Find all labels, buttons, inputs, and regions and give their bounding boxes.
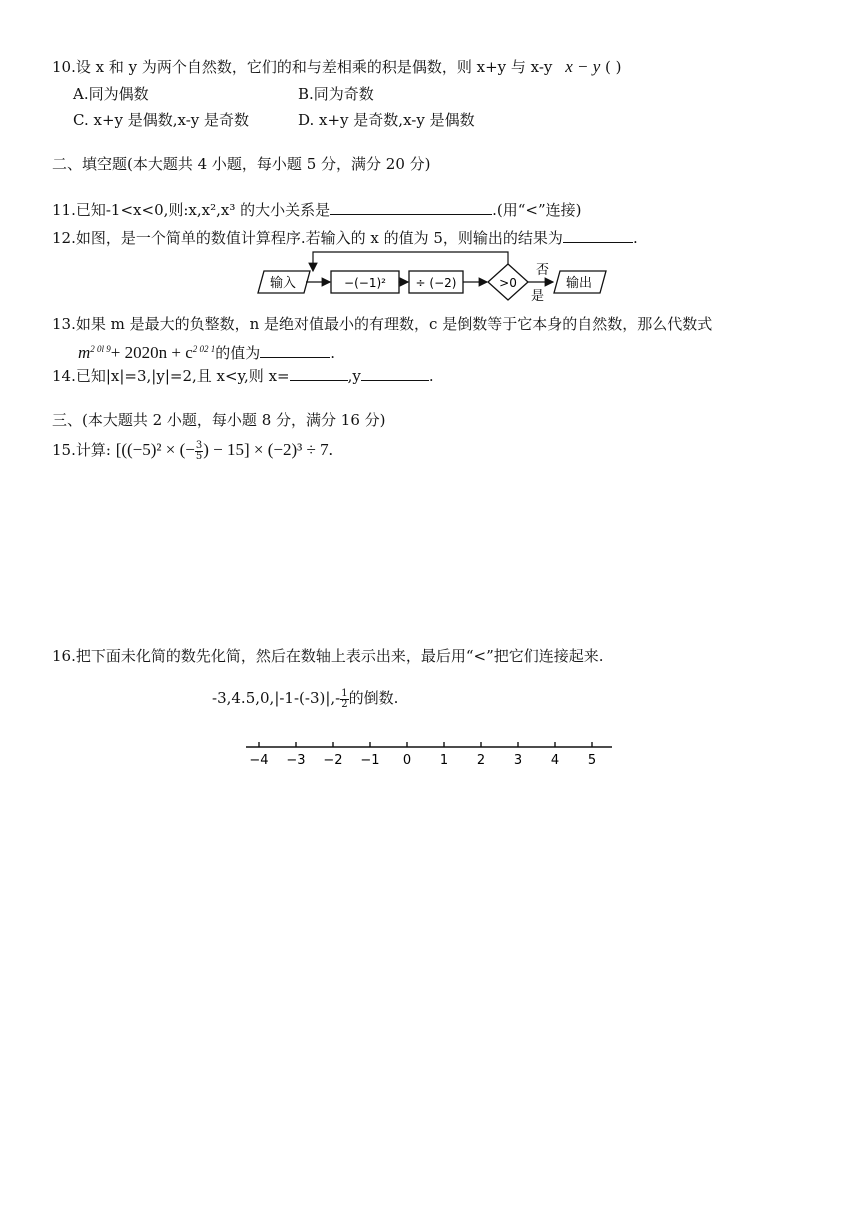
- q10-option-d: D. x+y 是奇数,x-y 是偶数: [298, 111, 475, 129]
- q13-expr-m-exp: 2 0l 9: [90, 344, 111, 354]
- number-line-tick-label: −1: [360, 753, 380, 768]
- number-line-tick-label: −4: [249, 753, 269, 768]
- q16-frac-den: 2: [341, 698, 348, 710]
- q14-end: .: [428, 367, 434, 385]
- q10-stem: 10.设 x 和 y 为两个自然数，它们的和与差相乘的积是偶数，则 x+y 与 x-y: [52, 58, 553, 76]
- number-line-tick-label: 4: [550, 753, 560, 768]
- q12-after: .: [632, 229, 638, 247]
- q10-option-a: A.同为偶数: [73, 85, 149, 103]
- q16-text: 16.把下面未化简的数先化简，然后在数轴上表示出来，最后用“<”把它们连接起来.: [52, 647, 604, 665]
- flow-output-label: 输出: [565, 276, 593, 291]
- q13-end: .: [330, 344, 336, 362]
- q14-mid: ,y: [347, 367, 361, 385]
- q16-frac-num: 1: [341, 687, 348, 699]
- section2-heading: 二、填空题(本大题共 4 小题，每小题 5 分，满分 20 分): [52, 155, 431, 173]
- flow-yes-label: 是: [531, 289, 545, 302]
- q13-expr-mid: + 2020n + c: [110, 343, 193, 362]
- q13-text: 13.如果 m 是最大的负整数，n 是绝对值最小的有理数，c 是倒数等于它本身的自然数，那么代数式: [52, 315, 713, 333]
- number-line-tick-label: 2: [476, 753, 486, 768]
- q11-text: 11.已知-1<x<0,则:x,x²,x³ 的大小关系是: [52, 201, 331, 219]
- q10-stem-math: x − y: [565, 57, 601, 76]
- q16-numbers: -3,4.5,0,|-1-(-3)|,-: [212, 689, 341, 707]
- q11-after: .(用“<”连接): [492, 201, 582, 219]
- q15-frac-num: 3: [195, 439, 203, 451]
- q13-expr-c-exp: 2 02 1: [192, 344, 216, 354]
- number-line-tick-label: −3: [286, 753, 306, 768]
- q13-after: 的值为: [215, 344, 261, 362]
- section3-heading: 三、(本大题共 2 小题，每小题 8 分，满分 16 分): [52, 411, 386, 429]
- q12-line: [52, 228, 638, 248]
- q14-x-blank: [290, 366, 348, 381]
- flow-step2-label: ÷ (−2): [415, 276, 457, 290]
- q16-numbers-end: 的倒数.: [348, 689, 399, 707]
- number-line-tick-label: 5: [587, 753, 597, 768]
- number-line-tick-label: 1: [439, 753, 449, 768]
- q15-label: 15.计算:: [52, 441, 111, 459]
- q13-expr-m: m: [78, 343, 91, 362]
- q15-expr-open: [((−5)² × (−: [115, 440, 195, 459]
- number-line-tick-label: −2: [323, 753, 343, 768]
- number-line-tick-label: 3: [513, 753, 523, 768]
- flow-input-label: 输入: [269, 276, 297, 291]
- flow-no-label: 否: [536, 263, 550, 278]
- q16-numbers-line: [212, 688, 398, 710]
- q13-expression-line: [78, 339, 335, 363]
- q11-answer-blank: [330, 200, 492, 215]
- q15-frac-den: 5: [195, 450, 203, 462]
- flow-condition-label: >0: [499, 276, 517, 290]
- q15-expr-close: ) − 15] × (−2)³ ÷ 7.: [203, 440, 333, 459]
- flowchart: [250, 250, 610, 302]
- q14-y-blank: [361, 366, 429, 381]
- q15-fraction: [195, 441, 203, 462]
- q10-option-b: B.同为奇数: [298, 85, 374, 103]
- q15-line: [52, 440, 333, 462]
- flow-step1-label: −(−1)²: [344, 276, 386, 290]
- q14-line: [52, 366, 434, 386]
- q10-paren: ( ): [605, 58, 622, 76]
- q12-answer-blank: [563, 228, 633, 243]
- q12-text: 12.如图，是一个简单的数值计算程序.若输入的 x 的值为 5，则输出的结果为: [52, 229, 563, 247]
- q10-stem-line: [52, 57, 622, 77]
- q14-text: 14.已知|x|=3,|y|=2,且 x<y,则 x=: [52, 367, 290, 385]
- q10-option-c: C. x+y 是偶数,x-y 是奇数: [73, 111, 250, 129]
- q11-line: [52, 200, 582, 220]
- q16-fraction: [340, 689, 348, 710]
- number-line-tick-label: 0: [402, 753, 412, 768]
- q13-answer-blank: [260, 343, 330, 358]
- number-line: [240, 736, 620, 776]
